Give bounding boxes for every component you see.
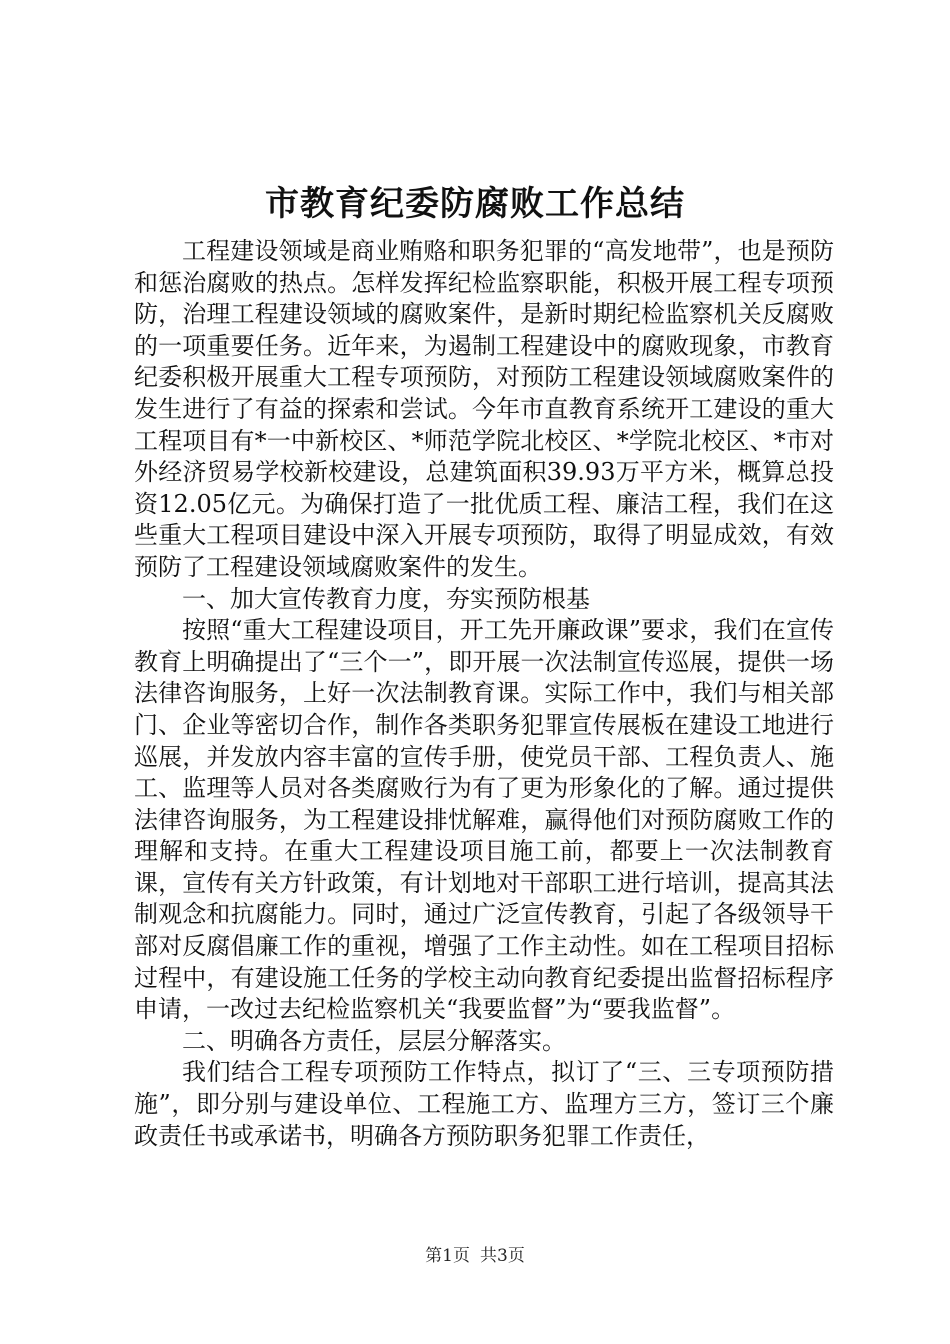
section-heading-2: 二、明确各方责任，层层分解落实。 [182, 1026, 566, 1055]
section-paragraph-1: 按照“重大工程建设项目，开工先开廉政课”要求，我们在宣传教育上明确提出了“三个一”，即开展一次法制宣传巡展，提供一场法律咨询服务，上好一次法制教育课。实际工作中，我们与相关部门、企业等密切合作，制作各类职务犯罪宣传展板在建设工地进行巡展，并发放内容丰富的宣传手册，使党员干部、工程负责人、施工、监理等人员对各类腐败行为有了更为形象化的了解。通过提供法律咨询服务，为工程建设排忧解难，赢得他们对预防腐败工作的理解和支持。在重大工程建设项目施工前，都要上一次法制教育课，宣传有关方针政策，有计划地对干部职工进行培训，提高其法制观念和抗腐能力。同时，通过广泛宣传教育，引起了各级领导干部对反腐倡廉工作的重视，增强了工作主动性。如在工程项目招标过程中，有建设施工任务的学校主动向教育纪委提出监督招标程序申请，一改过去纪检监察机关“我要监督”为“要我监督”。 [134, 616, 834, 1024]
section-heading-1: 一、加大宣传教育力度，夯实预防根基 [182, 584, 590, 613]
section-paragraph-2: 我们结合工程专项预防工作特点，拟订了“三、三专项预防措施”，即分别与建设单位、工程施工方、监理方三方，签订三个廉政责任书或承诺书，明确各方预防职务犯罪工作责任， [134, 1058, 834, 1150]
page-footer [0, 1245, 950, 1267]
document-body [134, 236, 834, 1152]
page-number: 第1页 [425, 1246, 470, 1266]
page-total: 共3页 [480, 1246, 525, 1266]
intro-paragraph: 工程建设领域是商业贿赂和职务犯罪的“高发地带”，也是预防和惩治腐败的热点。怎样发挥纪检监察职能，积极开展工程专项预防，治理工程建设领域的腐败案件，是新时期纪检监察机关反腐败的一项重要任务。近年来，为遏制工程建设中的腐败现象，市教育纪委积极开展重大工程专项预防，对预防工程建设领域腐败案件的发生进行了有益的探索和尝试。今年市直教育系统开工建设的重大工程项目有*一中新校区、*师范学院北校区、*学院北校区、*市对外经济贸易学校新校建设，总建筑面积39.93万平方米，概算总投资12.05亿元。为确保打造了一批优质工程、廉洁工程，我们在这些重大工程项目建设中深入开展专项预防，取得了明显成效，有效预防了工程建设领域腐败案件的发生。 [134, 237, 834, 581]
document-title: 市教育纪委防腐败工作总结 [265, 184, 685, 224]
